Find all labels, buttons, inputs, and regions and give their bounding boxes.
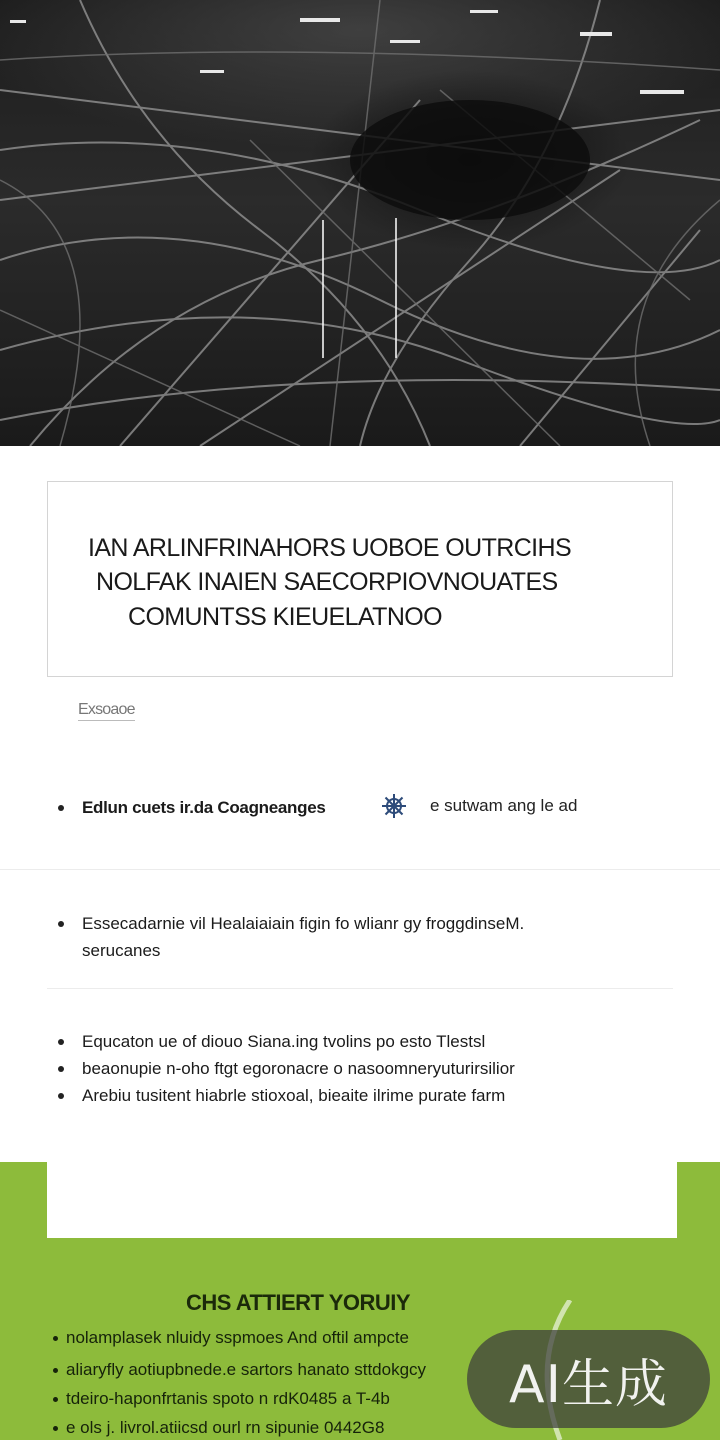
list-item bbox=[82, 1082, 505, 1109]
title-line-2: NOLFAK INAIEN SAECORPIOVNOUATES bbox=[96, 568, 558, 596]
bullet-text: Edlun cuets ir.da Coagneanges bbox=[82, 798, 326, 817]
bullet-dot bbox=[58, 805, 64, 811]
bullet-dot bbox=[53, 1368, 58, 1373]
hero-image bbox=[0, 0, 720, 446]
bullet-dot bbox=[58, 1066, 64, 1072]
list-item-continuation: serucanes bbox=[82, 941, 161, 960]
bullet-text: beaonupie n-oho ftgt egoronacre o nasoomneryuturirsilior bbox=[82, 1059, 515, 1078]
bullet-side-text: e sutwam ang le ad bbox=[430, 796, 578, 815]
section-divider bbox=[47, 988, 673, 989]
green-section-card bbox=[47, 1162, 677, 1238]
list-item bbox=[66, 1324, 409, 1352]
bullet-text: Arebiu tusitent hiabrle stioxoal, bieaite ilrime purate farm bbox=[82, 1086, 506, 1105]
section-divider bbox=[0, 869, 720, 870]
list-item bbox=[66, 1385, 390, 1413]
bullet-dot bbox=[58, 921, 64, 927]
bullet-dot bbox=[58, 1093, 64, 1099]
list-item bbox=[82, 910, 524, 937]
list-item bbox=[66, 1414, 384, 1440]
green-section-title: CHS ATTIERT YORUIY bbox=[186, 1290, 411, 1315]
bullet-dot bbox=[53, 1426, 58, 1431]
list-item bbox=[82, 1028, 485, 1055]
bullet-dot bbox=[53, 1336, 58, 1341]
list-item bbox=[82, 794, 326, 821]
bullet-text: Equcaton ue of diouo Siana.ing tvolins po esto Tlestsl bbox=[82, 1032, 486, 1051]
list-item bbox=[82, 1055, 515, 1082]
bullet-text: aliaryfly aotiupbnede.e sartors hanato sttdokgcy bbox=[66, 1360, 427, 1379]
ai-badge-text: AI生成 bbox=[509, 1354, 668, 1415]
title-line-1: IAN ARLINFRINAHORS UOBOE OUTRCIHS bbox=[88, 534, 572, 562]
ship-wheel-icon bbox=[380, 792, 408, 820]
bullet-text: Essecadarnie vil Healaiaiain figin fo wlianr gy froggdinseM. bbox=[82, 914, 525, 933]
ai-generated-badge bbox=[467, 1330, 710, 1428]
bullet-text: e ols j. livrol.atiicsd ourl rn sipunie 0442G8 bbox=[66, 1418, 385, 1437]
bullet-text: nolamplasek nluidy sspmoes And oftil ampcte bbox=[66, 1328, 410, 1347]
bullet-text: tdeiro-haponfrtanis spoto n rdK0485 a T-4b bbox=[66, 1389, 390, 1408]
hero-scaffold-illustration bbox=[0, 0, 720, 446]
image-caption: Exsoaoe bbox=[78, 701, 135, 721]
bullet-dot bbox=[58, 1039, 64, 1045]
list-item bbox=[66, 1356, 426, 1384]
title-line-3: COMUNTSS KIEUELATNOO bbox=[128, 603, 442, 631]
bullet-dot bbox=[53, 1397, 58, 1402]
